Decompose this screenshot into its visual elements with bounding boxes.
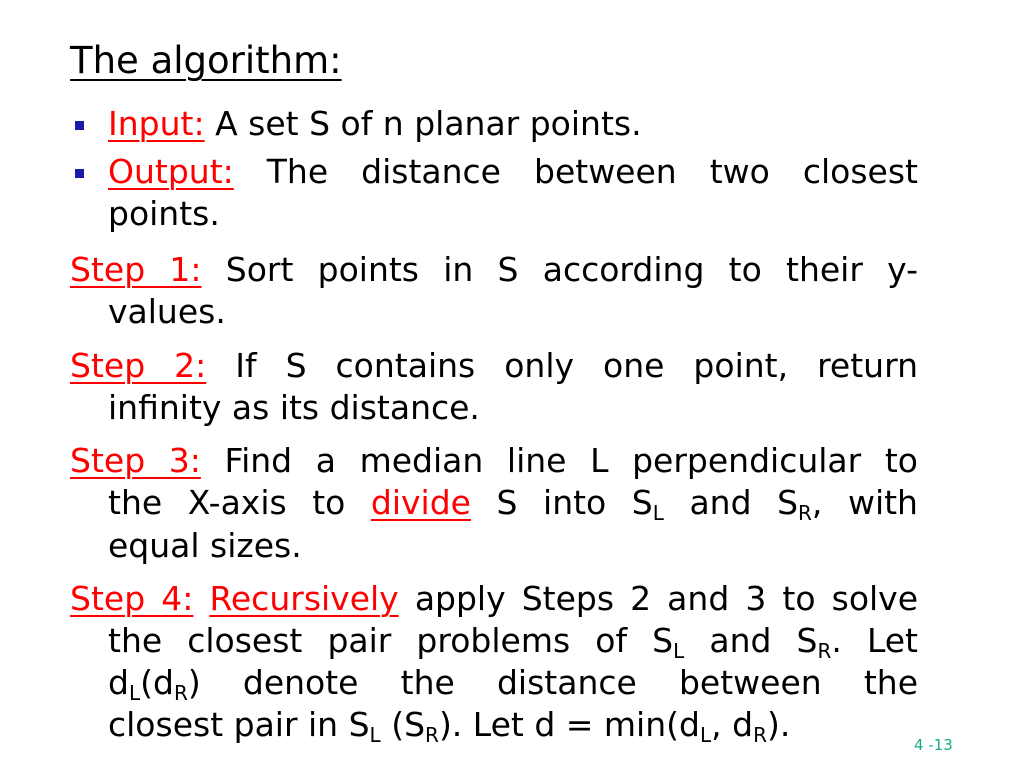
step4-text-3a: d: [108, 663, 129, 702]
step4-text-3b: (d: [140, 663, 174, 702]
step3-into: [496, 483, 664, 525]
subscript-l: L: [652, 501, 664, 525]
step4-text-4a: closest pair in S: [108, 705, 370, 744]
step3-line: [70, 441, 918, 481]
subscript-l: L: [673, 639, 685, 663]
recursively-link: Recursively: [209, 579, 399, 618]
step4-line-4: [108, 705, 790, 745]
step3-text-2c: and S: [689, 483, 799, 522]
subscript-r: R: [173, 681, 188, 705]
step4-text-2a: the closest pair problems of S: [108, 621, 674, 660]
square-bullet-icon: [75, 121, 84, 130]
subscript-l: L: [699, 723, 712, 747]
step4-text-4e: ).: [766, 705, 791, 744]
step3-label: Step 3:: [70, 441, 201, 480]
step1-label: Step 1:: [70, 250, 202, 289]
step4-problems: [108, 621, 685, 663]
step3-text-2b: S into S: [496, 483, 653, 522]
step3-text-2d: , with: [811, 483, 918, 522]
step3-text: Find a median line L perpendicular to: [224, 441, 918, 480]
step4-text-3c: ) denote the distance between the: [187, 663, 918, 702]
step4-text-4c: ). Let d = min(d: [438, 705, 700, 744]
step4-and: [709, 621, 918, 663]
subscript-l: L: [128, 681, 141, 705]
step3-line-2: [108, 483, 918, 523]
subscript-r: R: [425, 723, 439, 747]
step2-label: Step 2:: [70, 346, 207, 385]
step4-text-2b: and S: [709, 621, 818, 660]
step4-text-2c: . Let: [831, 621, 918, 660]
subscript-r: R: [798, 501, 812, 525]
divide-link: divide: [370, 483, 471, 522]
square-bullet-icon: [75, 169, 84, 178]
step1-text: Sort points in S according to their y-: [225, 250, 918, 289]
step3-text-2a: the X-axis to: [108, 483, 346, 522]
output-label: Output:: [108, 152, 234, 191]
subscript-r: R: [753, 723, 767, 747]
output-line: [108, 152, 918, 192]
page-number: 4 -13: [914, 736, 953, 754]
step3-line-3: equal sizes.: [108, 526, 302, 565]
input-label: Input:: [108, 104, 205, 143]
step1-line-2: values.: [108, 292, 226, 331]
slide-title: The algorithm:: [70, 39, 342, 82]
step4-label: Step 4:: [70, 579, 194, 618]
step4-line-3: [108, 663, 918, 703]
subscript-r: R: [817, 639, 832, 663]
step4-text-4d: , d: [711, 705, 754, 744]
step4-dl-dr: [108, 663, 918, 705]
step4-line: [70, 579, 918, 619]
step4-text: apply Steps 2 and 3 to solve: [414, 579, 919, 618]
input-line: [108, 104, 642, 144]
step2-line-2: infinity as its distance.: [108, 388, 480, 427]
step4-line-2: [108, 621, 918, 661]
input-text: A set S of n planar points.: [215, 104, 642, 143]
output-text: The distance between two closest: [266, 152, 918, 191]
step1-line: [70, 250, 918, 290]
step3-and: [689, 483, 918, 525]
step2-line: [70, 346, 918, 386]
step2-text: If S contains only one point, return: [235, 346, 918, 385]
output-line-2: points.: [108, 194, 220, 233]
subscript-l: L: [369, 723, 381, 747]
step4-text-4b: (S: [391, 705, 426, 744]
